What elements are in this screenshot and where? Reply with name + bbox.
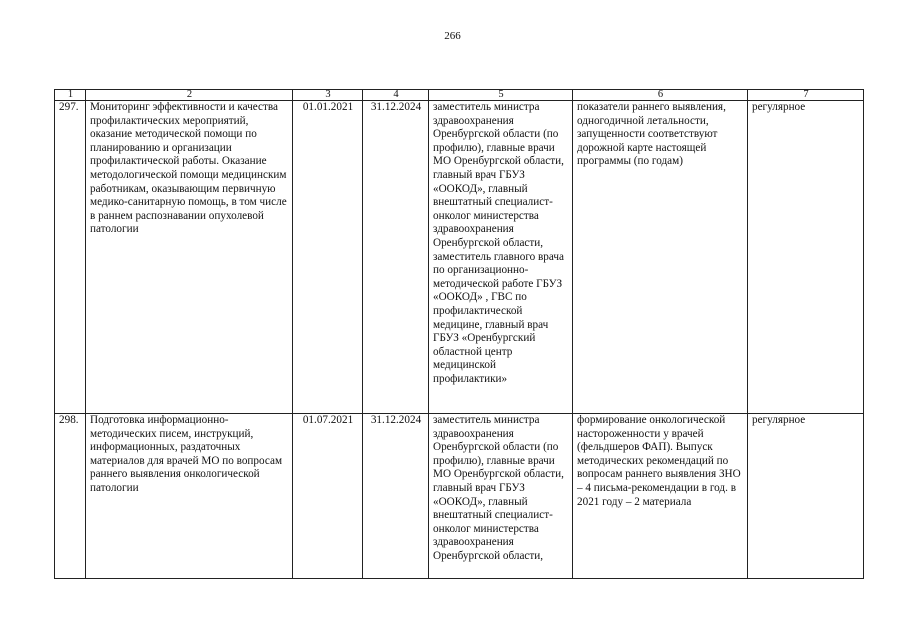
responsible-persons: заместитель министра здравоохранения Оренбургской области (по профилю), главные врачи МО Оренбургской области, главный врач ГБУЗ «ООКОД», главный внештатный специалист-онколог министерства здравоохранения Оренбургской области, заместитель главного врача по организационно-методической работе ГБУЗ «ООКОД» , ГВС по профилактической медицине, главный врач ГБУЗ «Оренбургский областной центр медицинской профилактики» xyxy=(429,101,573,414)
end-date: 31.12.2024 xyxy=(363,414,429,579)
frequency: регулярное xyxy=(748,414,864,579)
table-row xyxy=(55,414,864,579)
measure-description: Подготовка информационно-методических писем, инструкций, информационных, раздаточных материалов для врачей МО по вопросам раннего выявления онкологической патологии xyxy=(86,414,293,579)
column-header: 6 xyxy=(573,90,748,101)
page-number: 266 xyxy=(444,30,461,42)
expected-result: формирование онкологической настороженности у врачей (фельдшеров ФАП). Выпуск методических рекомендаций по вопросам раннего выявления ЗНО – 4 письма-рекомендации в год. в 2021 году – 2 материала xyxy=(573,414,748,579)
row-number: 298. xyxy=(55,414,86,579)
column-header: 4 xyxy=(363,90,429,101)
column-header: 5 xyxy=(429,90,573,101)
start-date: 01.01.2021 xyxy=(293,101,363,414)
responsible-persons: заместитель министра здравоохранения Оренбургской области (по профилю), главные врачи МО Оренбургской области, главный врач ГБУЗ «ООКОД», главный внештатный специалист-онколог министерства здравоохранения Оренбургской области, xyxy=(429,414,573,579)
column-header: 7 xyxy=(748,90,864,101)
column-header: 3 xyxy=(293,90,363,101)
start-date: 01.07.2021 xyxy=(293,414,363,579)
column-header: 1 xyxy=(55,90,86,101)
row-number: 297. xyxy=(55,101,86,414)
table-header-row xyxy=(55,90,864,101)
measure-description: Мониторинг эффективности и качества профилактических мероприятий, оказание методической помощи по планированию и организации профилактической работы. Оказание методологической помощи медицинским работникам, оказывающим первичную медико-санитарную помощь, в том числе в раннем распознавании опухолевой патологии xyxy=(86,101,293,414)
table-row xyxy=(55,101,864,414)
measures-table xyxy=(54,89,864,579)
end-date: 31.12.2024 xyxy=(363,101,429,414)
column-header: 2 xyxy=(86,90,293,101)
frequency: регулярное xyxy=(748,101,864,414)
expected-result: показатели раннего выявления, одногодичной летальности, запущенности соответствуют дорожной карте настоящей программы (по годам) xyxy=(573,101,748,414)
